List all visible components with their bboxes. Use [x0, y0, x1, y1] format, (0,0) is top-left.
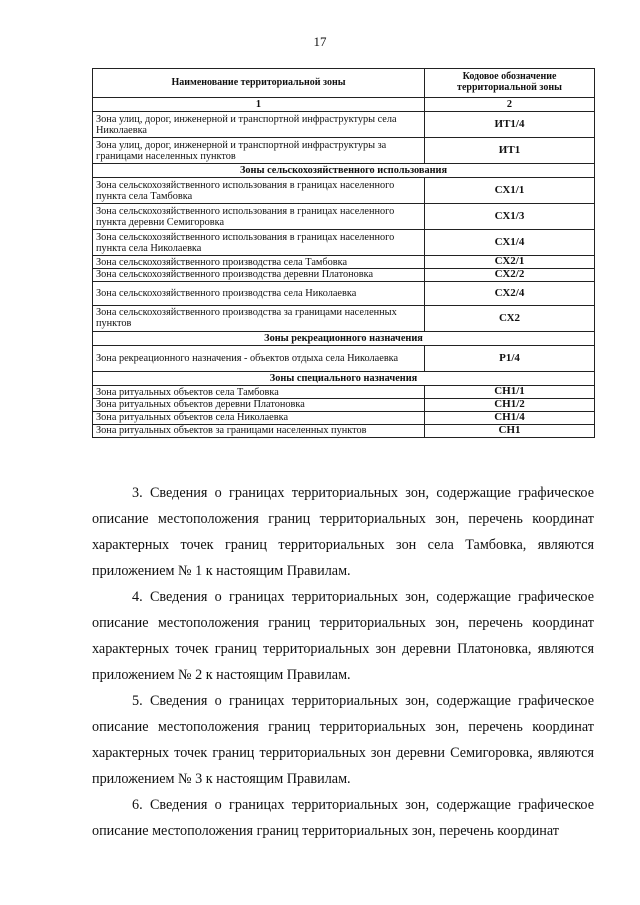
body-paragraph: 6. Сведения о границах территориальных зон, содержащие графическое описание местоположения границ территориальных зон, перечень координат [92, 797, 594, 839]
header-zone-code: Кодовое обозначение территориальной зоны [425, 69, 595, 98]
group-header-row [93, 372, 595, 386]
body-paragraph: 3. Сведения о границах территориальных зон, содержащие графическое описание местоположения границ территориальных зон, перечень координат характерных точек границ территориальных зон села Тамбовка, являются приложением № 1 к настоящим Правилам. [92, 485, 594, 579]
zone-name-cell: Зона сельскохозяйственного производства деревни Платоновка [93, 269, 425, 282]
column-number-1: 1 [93, 98, 425, 112]
table-row [93, 256, 595, 269]
zone-code-cell: СХ1/3 [425, 204, 595, 230]
zone-code-cell: СХ2/1 [425, 256, 595, 269]
zone-name-cell: Зона ритуальных объектов деревни Платоновка [93, 399, 425, 412]
zone-name-cell: Зона сельскохозяйственного использования в границах населенного пункта села Николаевка [93, 230, 425, 256]
table-row [93, 346, 595, 372]
zones-table-body [93, 112, 595, 438]
table-row [93, 230, 595, 256]
zone-name-cell: Зона сельскохозяйственного использования в границах населенного пункта села Тамбовка [93, 178, 425, 204]
zone-name-cell: Зона сельскохозяйственного производства села Тамбовка [93, 256, 425, 269]
zone-group-title: Зоны рекреационного назначения [93, 331, 595, 345]
zone-code-cell: СН1 [425, 424, 595, 437]
table-row [93, 204, 595, 230]
zone-name-cell: Зона сельскохозяйственного производства за границами населенных пунктов [93, 305, 425, 331]
table-row [93, 411, 595, 424]
table-row [93, 138, 595, 164]
column-number-2: 2 [425, 98, 595, 112]
zone-code-cell: СХ2/4 [425, 281, 595, 305]
zone-name-cell: Зона ритуальных объектов села Николаевка [93, 411, 425, 424]
zone-group-title: Зоны специального назначения [93, 372, 595, 386]
zone-code-cell: СХ1/1 [425, 178, 595, 204]
group-header-row [93, 331, 595, 345]
zone-name-cell: Зона сельскохозяйственного производства села Николаевка [93, 281, 425, 305]
body-text [92, 480, 594, 844]
table-row [93, 386, 595, 399]
zone-group-title: Зоны сельскохозяйственного использования [93, 164, 595, 178]
zone-name-cell: Зона ритуальных объектов за границами населенных пунктов [93, 424, 425, 437]
zone-code-cell: СХ2 [425, 305, 595, 331]
zone-code-cell: СХ2/2 [425, 269, 595, 282]
zone-code-cell: ИТ1 [425, 138, 595, 164]
header-zone-name: Наименование территориальной зоны [93, 69, 425, 98]
zone-name-cell: Зона улиц, дорог, инженерной и транспортной инфраструктуры за границами населенных пунктов [93, 138, 425, 164]
group-header-row [93, 164, 595, 178]
page-number: 17 [313, 34, 327, 49]
table-row [93, 281, 595, 305]
body-paragraph: 4. Сведения о границах территориальных зон, содержащие графическое описание местоположения границ территориальных зон, перечень координат характерных точек границ территориальных зон деревни Платоновка, являются приложением № 2 к настоящим Правилам. [92, 589, 594, 683]
table-row [93, 305, 595, 331]
table-row [93, 399, 595, 412]
zone-name-cell: Зона ритуальных объектов села Тамбовка [93, 386, 425, 399]
zone-name-cell: Зона улиц, дорог, инженерной и транспортной инфраструктуры села Николаевка [93, 112, 425, 138]
body-paragraph: 5. Сведения о границах территориальных зон, содержащие графическое описание местоположения границ территориальных зон, перечень координат характерных точек границ территориальных зон деревни Семигоровка, являются приложением № 3 к настоящим Правилам. [92, 693, 594, 787]
zone-name-cell: Зона рекреационного назначения - объектов отдыха села Николаевка [93, 346, 425, 372]
table-row [93, 269, 595, 282]
zones-table [92, 68, 595, 438]
zone-code-cell: СХ1/4 [425, 230, 595, 256]
table-header-row [93, 69, 595, 98]
column-number-row [93, 98, 595, 112]
zone-code-cell: ИТ1/4 [425, 112, 595, 138]
table-row [93, 424, 595, 437]
zone-code-cell: СН1/4 [425, 411, 595, 424]
zone-name-cell: Зона сельскохозяйственного использования в границах населенного пункта деревни Семигоровка [93, 204, 425, 230]
table-row [93, 178, 595, 204]
zone-code-cell: СН1/1 [425, 386, 595, 399]
zone-code-cell: СН1/2 [425, 399, 595, 412]
zone-code-cell: Р1/4 [425, 346, 595, 372]
table-row [93, 112, 595, 138]
